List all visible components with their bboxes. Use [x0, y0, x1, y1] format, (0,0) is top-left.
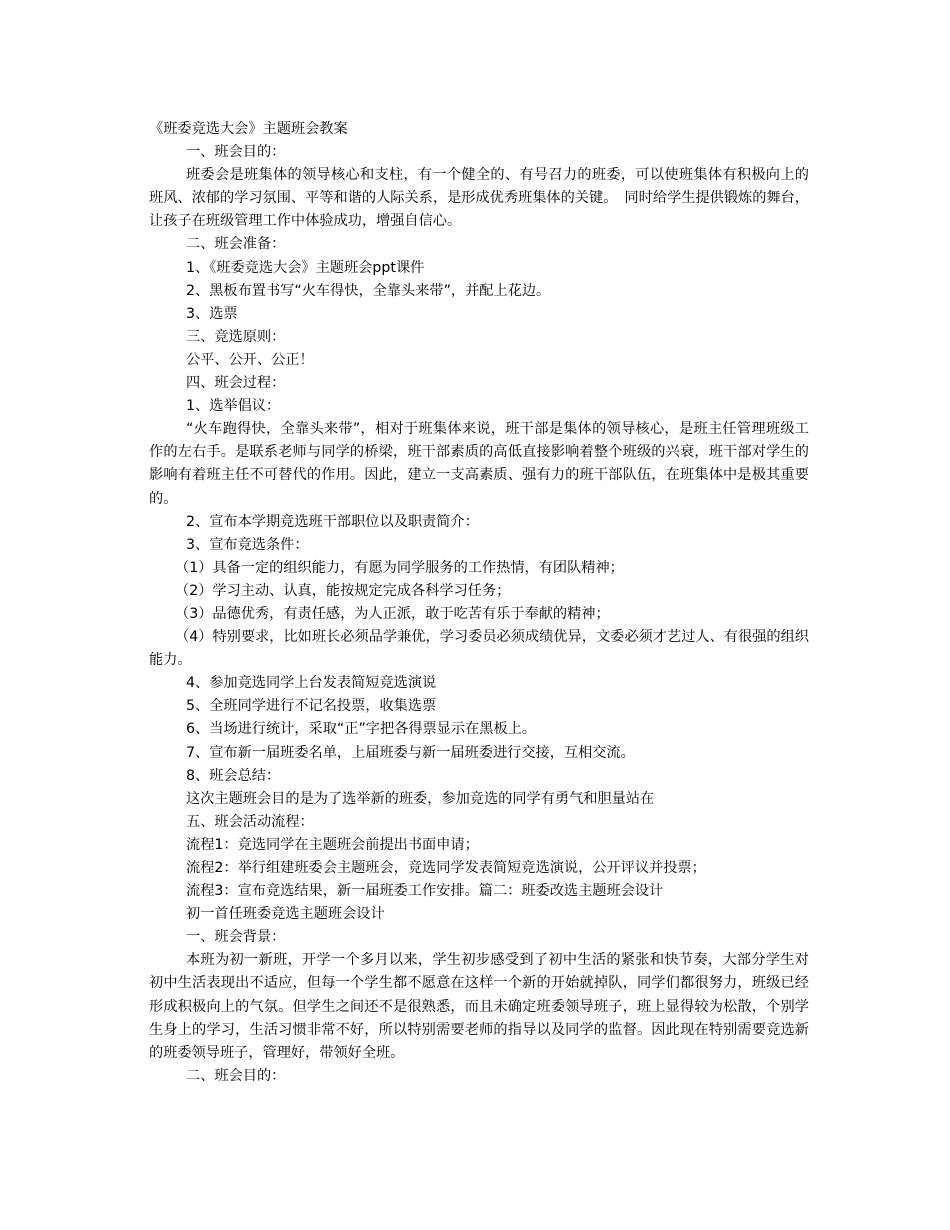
document-paragraph: 公平、公开、公正！ [186, 351, 314, 368]
document-paragraph: 6、当场进行统计，采取“正”字把各得票显示在黑板上。 [186, 721, 537, 738]
document-paragraph: 3、选票 [186, 305, 238, 322]
document-paragraph: 8、班会总结： [186, 767, 281, 784]
document-paragraph: 5、全班同学进行不记名投票，收集选票 [186, 698, 437, 715]
document-paragraph: 一、班会目的： [186, 144, 286, 161]
document-paragraph: 班委会是班集体的领导核心和支柱，有一个健全的、有号召力的班委，可以使班集体有积极向上的班风、浓郁的学习氛围、平等和谐的人际关系，是形成优秀班集体的关键。 同时给学生提供锻炼的舞台，让孩子在班级管理工作中体验成功，增强自信心。 [149, 167, 809, 230]
document-paragraph: 流程1：竞选同学在主题班会前提出书面申请； [186, 836, 479, 853]
document-paragraph: 流程2：举行组建班委会主题班会，竞选同学发表简短竞选演说，公开评议并投票； [186, 860, 706, 876]
document-paragraph: 1、《班委竞选大会》主题班会ppt课件 [186, 259, 425, 276]
document-paragraph: 流程3：宣布竞选结果，新一届班委工作安排。篇二：班委改选主题班会设计 [186, 883, 664, 900]
document-paragraph: （2）学习主动、认真，能按规定完成各科学习任务； [175, 582, 511, 599]
document-paragraph: 3、宣布竞选条件： [186, 536, 309, 553]
document-paragraph: 这次主题班会目的是为了选举新的班委，参加竞选的同学有勇气和胆量站在 [186, 790, 655, 807]
document-paragraph: 二、班会目的： [186, 1067, 286, 1084]
document-paragraph: 2、宣布本学期竞选班干部职位以及职责简介： [186, 513, 479, 530]
document-paragraph: 7、宣布新一届班委名单，上届班委与新一届班委进行交接，互相交流。 [186, 744, 635, 761]
document-paragraph: 本班为初一新班，开学一个多月以来，学生初步感受到了初中生活的紧张和快节奏，大部分学生对初中生活表现出不适应，但每一个学生都不愿意在这样一个新的开始就掉队，同学们都很努力，班级已经形成积极向上的气氛。但学生之间还不是很熟悉，而且未确定班委领导班子，班上显得较为松散，个别学生身上的学习，生活习惯非常不好，所以特别需要老师的指导以及同学的监督。因此现在特别需要竞选新的班委领导班子，管理好，带领好全班。 [149, 952, 809, 1061]
document-lines [149, 141, 809, 1088]
document-paragraph: 初一首任班委竞选主题班会设计 [186, 906, 385, 923]
document-body [149, 118, 809, 1088]
document-paragraph: “火车跑得快，全靠头来带”，相对于班集体来说，班干部是集体的领导核心，是班主任管理班级工作的左右手。是联系老师与同学的桥梁，班干部素质的高低直接影响着整个班级的兴衰，班干部对学生的影响有着班主任不可替代的作用。因此，建立一支高素质、强有力的班干部队伍，在班集体中是极其重要的。 [149, 421, 809, 507]
document-paragraph: （1）具备一定的组织能力，有愿为同学服务的工作热情，有团队精神； [175, 559, 624, 576]
document-paragraph: 二、班会准备： [186, 236, 286, 253]
document-title: 《班委竞选大会》主题班会教案 [149, 121, 348, 137]
document-paragraph: 1、选举倡议： [186, 398, 281, 415]
document-paragraph: 4、参加竞选同学上台发表简短竞选演说 [186, 675, 437, 692]
document-paragraph: 四、班会过程： [186, 375, 286, 392]
document-paragraph: 2、黑板布置书写“火车得快，全靠头来带”，并配上花边。 [186, 282, 551, 299]
document-paragraph: 一、班会背景： [186, 929, 286, 946]
document-paragraph: （3）品德优秀，有责任感，为人正派，敢于吃苦有乐于奉献的精神； [175, 605, 610, 622]
document-paragraph: 五、班会活动流程： [186, 813, 314, 830]
document-paragraph: 三、竞选原则： [186, 328, 286, 345]
document-paragraph: （4）特别要求，比如班长必须品学兼优，学习委员必须成绩优异，文委必须才艺过人、有很强的组织能力。 [149, 629, 809, 669]
